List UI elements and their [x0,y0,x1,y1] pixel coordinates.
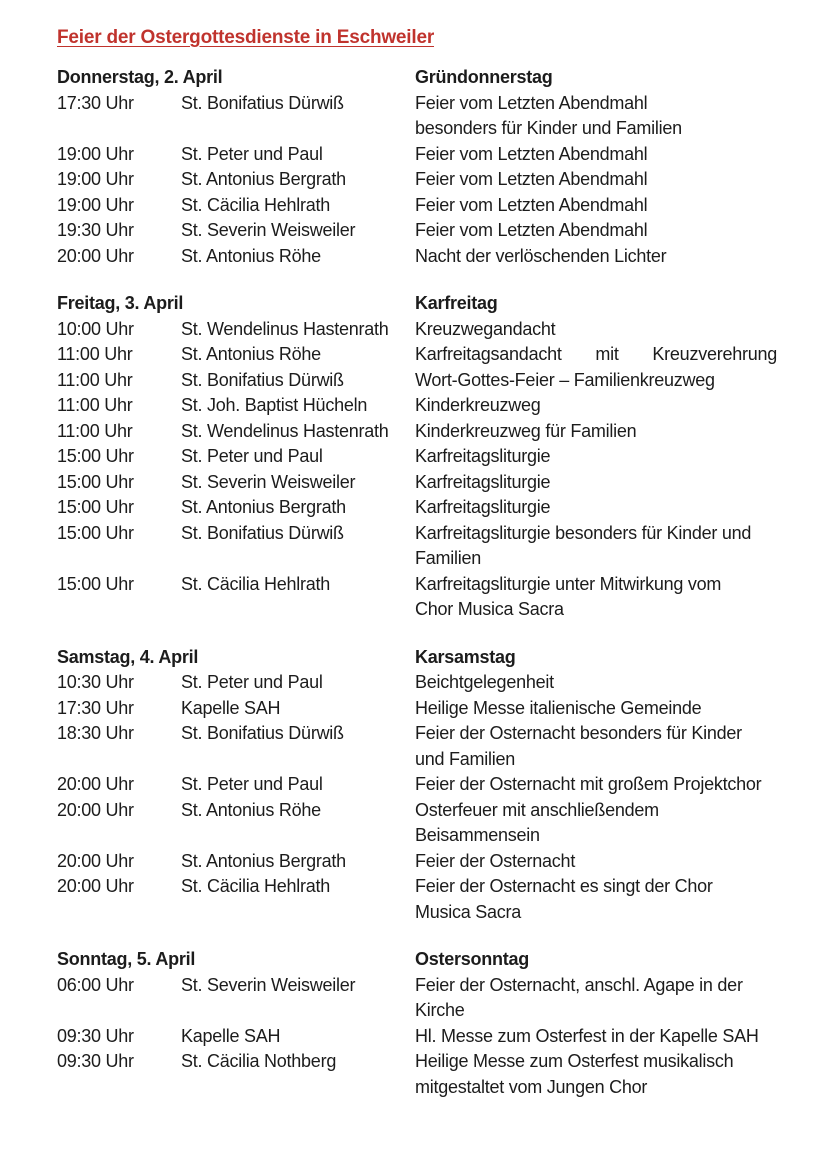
schedule-row [57,193,820,219]
entry-time: 20:00 Uhr [57,245,134,266]
entry-description [415,1049,777,1100]
entry-time: 17:30 Uhr [57,697,134,718]
day-heading: Donnerstag, 2. April [57,67,223,87]
day-heading: Freitag, 3. April [57,293,184,313]
feast-heading: Gründonnerstag [415,67,553,87]
entry-church: Kapelle SAH [181,1025,281,1046]
entry-description-line: Beichtgelegenheit [415,672,554,692]
entry-church: St. Cäcilia Nothberg [181,1051,337,1071]
entry-church: St. Severin Weisweiler [181,220,356,240]
day-heading: Sonntag, 5. April [57,949,196,969]
entry-description [415,470,777,496]
entry-time: 11:00 Uhr [57,395,133,415]
schedule-row [57,393,820,419]
entry-description [415,874,777,925]
entry-description-line: Heilige Messe italienische Gemeinde [415,697,702,718]
schedule-row [57,470,820,496]
schedule-row [57,772,820,798]
feast-heading: Karsamstag [415,646,516,667]
schedule-row [57,874,820,925]
entry-description [415,849,777,875]
entry-description-line: Beisammensein [415,825,540,845]
entry-time: 20:00 Uhr [57,799,134,820]
schedule-row [57,798,820,849]
entry-time: 11:00 Uhr [57,369,133,390]
entry-church: St. Bonifatius Dürwiß [181,723,344,743]
entry-description [415,495,777,521]
entry-description [415,193,777,219]
entry-description [415,521,777,572]
entry-description [415,393,777,419]
entry-time: 15:00 Uhr [57,522,134,543]
entry-description [415,317,777,343]
entry-description-line: Kreuzwegandacht [415,318,556,339]
schedule-row [57,973,820,1024]
entry-description [415,419,777,445]
entry-church: St. Wendelinus Hastenrath [181,318,389,339]
entry-time: 09:30 Uhr [57,1051,134,1071]
entry-time: 11:00 Uhr [57,420,133,441]
entry-description [415,973,777,1024]
entry-church: St. Antonius Bergrath [181,497,346,517]
entry-description-line: Karfreitagsliturgie [415,471,551,492]
entry-time: 15:00 Uhr [57,573,134,594]
day-section [57,947,820,1100]
entry-church: St. Severin Weisweiler [181,471,356,492]
entry-description-line: und Familien [415,748,516,769]
document-title: Feier der Ostergottesdienste in Eschweiler [57,27,435,48]
entry-description-line: Chor Musica Sacra [415,599,564,619]
schedule-row [57,572,820,623]
entry-description-line: Feier der Osternacht, anschl. Agape in der [415,974,743,995]
entry-description [415,670,777,696]
entry-time: 20:00 Uhr [57,850,134,871]
entry-church: St. Antonius Röhe [181,245,321,266]
entry-time: 06:00 Uhr [57,974,134,995]
entry-description-line: Kinderkreuzweg für Familien [415,420,637,441]
entry-church: St. Antonius Bergrath [181,169,346,189]
entry-description-line: Heilige Messe zum Osterfest musikalisch [415,1051,734,1071]
entry-description [415,167,777,193]
schedule-row [57,244,820,270]
entry-description-line: Feier der Osternacht besonders für Kinder [415,723,742,743]
entry-church: St. Joh. Baptist Hücheln [181,395,368,415]
schedule-row [57,1024,820,1050]
entry-description [415,368,777,394]
entry-church: St. Bonifatius Dürwiß [181,522,344,543]
entry-time: 19:00 Uhr [57,194,134,215]
entry-description-line: Karfreitagsliturgie [415,497,551,517]
entry-description-line: Kirche [415,1000,465,1020]
entry-time: 19:00 Uhr [57,169,134,189]
entry-description [415,142,777,168]
entry-time: 18:30 Uhr [57,723,134,743]
section-heading-row [57,291,820,317]
entry-description [415,342,777,368]
entry-church: St. Cäcilia Hehlrath [181,194,331,215]
entry-time: 10:00 Uhr [57,318,134,339]
entry-time: 20:00 Uhr [57,876,134,896]
day-heading: Samstag, 4. April [57,646,199,667]
schedule-row [57,218,820,244]
entry-description [415,1024,777,1050]
schedule-row [57,368,820,394]
entry-description [415,798,777,849]
entry-description [415,696,777,722]
entry-description-line: Karfreitagsliturgie [415,446,551,466]
entry-time: 10:30 Uhr [57,672,134,692]
entry-description-line: Feier der Osternacht [415,850,576,871]
entry-description-line: Feier der Osternacht mit großem Projektchor [415,774,762,794]
entry-church: St. Bonifatius Dürwiß [181,369,344,390]
entry-description-line: Feier vom Letzten Abendmahl [415,92,648,113]
entry-description-line: Nacht der verlöschenden Lichter [415,245,667,266]
schedule-row [57,696,820,722]
entry-description [415,218,777,244]
entry-time: 19:30 Uhr [57,220,134,240]
section-heading-row [57,645,820,671]
schedule-row [57,342,820,368]
entry-church: St. Antonius Bergrath [181,850,346,871]
entry-time: 15:00 Uhr [57,497,134,517]
entry-description [415,721,777,772]
entry-description-line: Wort-Gottes-Feier – Familienkreuzweg [415,369,715,390]
schedule-row [57,142,820,168]
entry-description [415,572,777,623]
entry-description [415,91,777,142]
schedule-row [57,670,820,696]
entry-church: St. Peter und Paul [181,774,323,794]
schedule-row [57,167,820,193]
entry-church: St. Antonius Röhe [181,799,321,820]
section-heading-row [57,947,820,973]
schedule-row [57,419,820,445]
entry-church: Kapelle SAH [181,697,281,718]
schedule-row [57,317,820,343]
entry-time: 19:00 Uhr [57,143,134,164]
schedule-row [57,495,820,521]
schedule-row [57,444,820,470]
entry-time: 11:00 Uhr [57,344,133,364]
entry-description [415,444,777,470]
day-section [57,645,820,926]
schedule-sections [57,65,820,1100]
entry-description-line: Familien [415,548,482,568]
schedule-row [57,1049,820,1100]
schedule-row [57,91,820,142]
entry-church: St. Bonifatius Dürwiß [181,92,344,113]
entry-description-line: Karfreitagsandacht mit Kreuzverehrung [415,344,777,364]
entry-description-line: Karfreitagsliturgie besonders für Kinder und [415,522,752,543]
entry-time: 09:30 Uhr [57,1025,134,1046]
entry-description-line: Feier vom Letzten Abendmahl [415,143,648,164]
entry-description-line: mitgestaltet vom Jungen Chor [415,1076,648,1097]
entry-description-line: Feier vom Letzten Abendmahl [415,220,648,240]
entry-description-line: Musica Sacra [415,901,522,922]
entry-time: 15:00 Uhr [57,471,134,492]
entry-description [415,244,777,270]
entry-church: St. Peter und Paul [181,672,323,692]
feast-heading: Ostersonntag [415,949,530,969]
entry-church: St. Severin Weisweiler [181,974,356,995]
entry-church: St. Antonius Röhe [181,344,321,364]
entry-time: 15:00 Uhr [57,446,134,466]
entry-description-line: Osterfeuer mit anschließendem [415,799,659,820]
schedule-row [57,721,820,772]
entry-church: St. Peter und Paul [181,143,323,164]
entry-church: St. Peter und Paul [181,446,323,466]
day-section [57,291,820,623]
entry-description-line: Kinderkreuzweg [415,395,541,415]
schedule-row [57,849,820,875]
entry-time: 17:30 Uhr [57,92,134,113]
feast-heading: Karfreitag [415,293,498,313]
entry-church: St. Wendelinus Hastenrath [181,420,389,441]
entry-time: 20:00 Uhr [57,774,134,794]
entry-description-line: besonders für Kinder und Familien [415,118,682,138]
schedule-row [57,521,820,572]
entry-description-line: Feier der Osternacht es singt der Chor [415,876,713,896]
entry-description-line: Hl. Messe zum Osterfest in der Kapelle SAH [415,1025,759,1046]
entry-description [415,772,777,798]
entry-description-line: Karfreitagsliturgie unter Mitwirkung vom [415,573,722,594]
entry-church: St. Cäcilia Hehlrath [181,876,331,896]
section-heading-row [57,65,820,91]
day-section [57,65,820,269]
entry-description-line: Feier vom Letzten Abendmahl [415,194,648,215]
entry-description-line: Feier vom Letzten Abendmahl [415,169,648,189]
entry-church: St. Cäcilia Hehlrath [181,573,331,594]
